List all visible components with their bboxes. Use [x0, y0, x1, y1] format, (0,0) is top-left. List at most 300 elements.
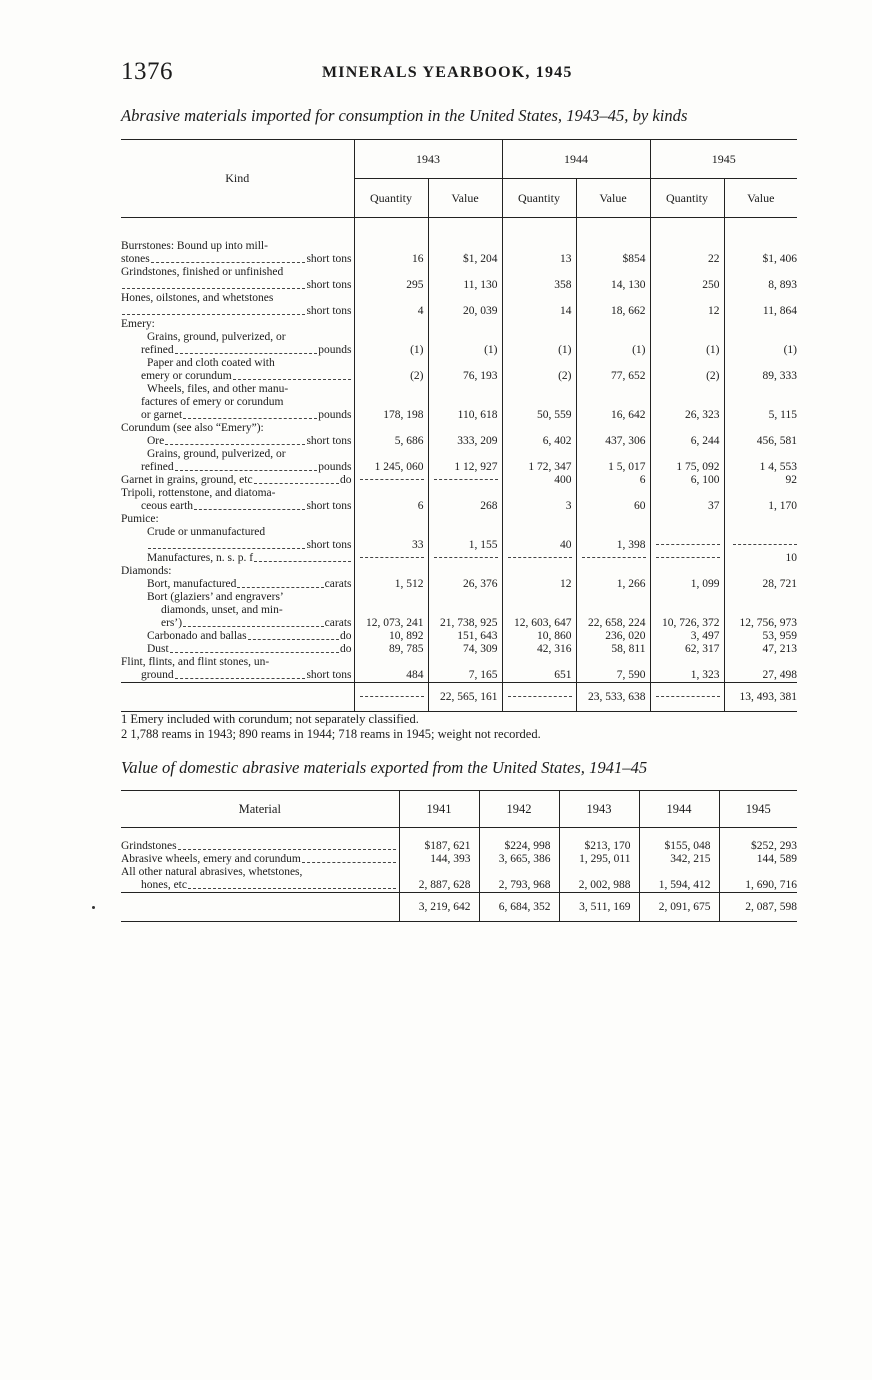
- cell-value: 27, 498: [762, 669, 797, 681]
- dot-leader: [170, 643, 339, 653]
- exports-table-caption: Value of domestic abrasive materials exported from the United States, 1941–45: [121, 758, 648, 777]
- cell-value: 358: [554, 279, 572, 291]
- row-label-line: [121, 448, 352, 461]
- cell-value: 12, 603, 647: [514, 617, 572, 629]
- cell-value: 144, 393: [430, 853, 471, 865]
- row-label-text: Pumice:: [121, 513, 159, 525]
- cell-value: 7, 165: [468, 669, 498, 681]
- table-cell: [576, 422, 650, 448]
- table-cell: [724, 292, 797, 318]
- table-cell: [502, 240, 576, 266]
- cell-value: 60: [634, 500, 646, 512]
- cell-value: 6, 100: [690, 474, 720, 486]
- row-label: [121, 240, 354, 266]
- table-cell: [724, 266, 797, 292]
- cell-value: 6, 684, 352: [498, 900, 551, 913]
- dash-leader: [656, 557, 720, 558]
- cell-value: 250: [702, 279, 720, 291]
- table-cell: [354, 292, 428, 318]
- cell-value: 18, 662: [611, 305, 646, 317]
- running-title: MINERALS YEARBOOK, 1945: [322, 64, 573, 81]
- table-cell: [639, 893, 719, 922]
- table-cell: [428, 656, 502, 683]
- table-cell: [650, 630, 724, 643]
- table-cell: [724, 565, 797, 591]
- cell-value: 13, 493, 381: [739, 690, 797, 703]
- cell-value: 3: [565, 500, 572, 512]
- cell-value: 437, 306: [605, 435, 646, 447]
- cell-value: 22, 565, 161: [440, 690, 498, 703]
- table-cell: [502, 656, 576, 683]
- dot-leader: [165, 435, 305, 445]
- table-cell: [479, 853, 559, 866]
- row-label-text: stones: [121, 253, 150, 265]
- cell-value: 400: [554, 474, 572, 486]
- row-unit: short tons: [306, 539, 352, 551]
- table-cell: [719, 866, 797, 893]
- cell-value: 6: [417, 500, 424, 512]
- row-label-text: ceous earth: [141, 500, 194, 512]
- cell-value: 89, 785: [389, 643, 424, 655]
- row-unit: short tons: [306, 435, 352, 447]
- quantity-header: Quantity: [502, 179, 576, 218]
- table-cell: [724, 683, 797, 712]
- cell-value: 1 4, 553: [759, 461, 797, 473]
- table-row: [121, 422, 797, 448]
- table-cell: [576, 643, 650, 656]
- cell-value: 20, 039: [463, 305, 498, 317]
- imports-table-caption: Abrasive materials imported for consumption in the United States, 1943–45, by kinds: [121, 106, 688, 125]
- table-cell: [576, 513, 650, 552]
- row-label: [121, 630, 354, 643]
- cell-value: 53, 959: [762, 630, 797, 642]
- table-cell: [650, 318, 724, 357]
- cell-value: 1, 690, 716: [745, 879, 797, 891]
- dash-leader: [656, 696, 720, 697]
- row-label-text: hones, etc: [141, 879, 187, 891]
- cell-value: 6, 244: [690, 435, 720, 447]
- table-cell: [650, 240, 724, 266]
- row-label-line: [121, 266, 352, 279]
- table-cell: [650, 292, 724, 318]
- row-label-line: [121, 526, 352, 539]
- table-cell: [576, 240, 650, 266]
- row-label-text: emery or corundum: [141, 370, 232, 382]
- row-label-text: Garnet in grains, ground, etc: [121, 474, 253, 486]
- cell-value: 5, 115: [768, 409, 797, 421]
- cell-value: $224, 998: [504, 840, 551, 852]
- cell-value: 151, 643: [457, 630, 498, 642]
- table-cell: [502, 487, 576, 513]
- table-cell: [502, 383, 576, 422]
- table-cell: [354, 643, 428, 656]
- cell-value: 1, 398: [616, 539, 646, 551]
- row-label-text: refined: [141, 344, 174, 356]
- cell-value: 2, 091, 675: [658, 900, 711, 913]
- dot-leader: [151, 253, 306, 263]
- row-label-text: Crude or unmanufactured: [147, 526, 266, 538]
- table-cell: [502, 683, 576, 712]
- table-cell: [576, 630, 650, 643]
- table-cell: [354, 513, 428, 552]
- table-cell: [354, 357, 428, 383]
- row-label-line: [121, 617, 352, 630]
- row-label-line: [121, 331, 352, 344]
- table-cell: [428, 318, 502, 357]
- table-cell: [354, 474, 428, 487]
- table-cell: [576, 552, 650, 565]
- table-cell: [502, 292, 576, 318]
- table-cell: [354, 448, 428, 474]
- cell-value: 13: [560, 253, 572, 265]
- table-row: [121, 357, 797, 383]
- cell-value: 3, 497: [690, 630, 720, 642]
- row-label-line: [121, 279, 352, 292]
- table-cell: [724, 656, 797, 683]
- row-label: [121, 292, 354, 318]
- cell-value: (2): [410, 370, 424, 382]
- row-label: [121, 513, 354, 552]
- row-label-line: [121, 591, 352, 604]
- cell-value: 26, 323: [685, 409, 720, 421]
- table-cell: [639, 866, 719, 893]
- totals-label: [121, 683, 354, 712]
- dot-leader: [175, 669, 306, 679]
- table-cell: [724, 422, 797, 448]
- cell-value: 8, 893: [768, 279, 797, 291]
- row-label: [121, 853, 399, 866]
- cell-value: $213, 170: [584, 840, 631, 852]
- cell-value: 1, 170: [768, 500, 797, 512]
- table-cell: [428, 552, 502, 565]
- dot-leader: [237, 578, 323, 588]
- row-unit: short tons: [306, 253, 352, 265]
- row-unit: short tons: [306, 279, 352, 291]
- row-label-text: Carbonado and ballas: [147, 630, 247, 642]
- cell-value: 7, 590: [616, 669, 646, 681]
- cell-value: 16: [412, 253, 424, 265]
- row-label-text: ground: [141, 669, 174, 681]
- table-cell: [576, 656, 650, 683]
- row-label: [121, 565, 354, 591]
- row-label: [121, 866, 399, 893]
- table-row: [121, 565, 797, 591]
- dash-leader: [434, 557, 498, 558]
- cell-value: 1, 099: [690, 578, 720, 590]
- table-cell: [354, 630, 428, 643]
- row-label-text: Manufactures, n. s. p. f: [147, 552, 254, 564]
- dash-leader: [733, 544, 797, 545]
- table-cell: [576, 474, 650, 487]
- table-row: [121, 487, 797, 513]
- table-cell: [650, 513, 724, 552]
- table-cell: [502, 565, 576, 591]
- cell-value: 2, 793, 968: [498, 879, 551, 891]
- dot-leader: [233, 370, 351, 380]
- quantity-header: Quantity: [354, 179, 428, 218]
- cell-value: 22, 658, 224: [588, 617, 646, 629]
- table-cell: [724, 383, 797, 422]
- table-cell: [428, 240, 502, 266]
- cell-value: 37: [708, 500, 720, 512]
- cell-value: 42, 316: [537, 643, 572, 655]
- cell-value: $1, 204: [463, 253, 498, 265]
- cell-value: 295: [406, 279, 424, 291]
- row-label-text: ers’): [161, 617, 183, 629]
- cell-value: 23, 533, 638: [588, 690, 646, 703]
- cell-value: 1 5, 017: [608, 461, 646, 473]
- table-cell: [576, 683, 650, 712]
- cell-value: 333, 209: [457, 435, 498, 447]
- cell-value: 50, 559: [537, 409, 572, 421]
- row-label-text: or garnet: [141, 409, 183, 421]
- dot-leader: [183, 617, 324, 627]
- cell-value: 1 12, 927: [454, 461, 498, 473]
- row-label-text: Wheels, files, and other manu-: [147, 383, 289, 395]
- table-cell: [428, 513, 502, 552]
- table-cell: [724, 474, 797, 487]
- cell-value: (1): [484, 344, 498, 356]
- table-cell: [428, 448, 502, 474]
- cell-value: 92: [785, 474, 797, 486]
- cell-value: 1, 323: [690, 669, 720, 681]
- table-cell: [354, 266, 428, 292]
- table-cell: [576, 487, 650, 513]
- table-cell: [479, 866, 559, 893]
- row-label-text: Grindstones: [121, 840, 177, 852]
- table-cell: [428, 643, 502, 656]
- row-label-text: diamonds, unset, and min-: [161, 604, 283, 616]
- value-header: Value: [428, 179, 502, 218]
- table-cell: [724, 643, 797, 656]
- table-cell: [428, 630, 502, 643]
- row-label-line: [121, 539, 352, 552]
- row-label: [121, 487, 354, 513]
- cell-value: 33: [412, 539, 424, 551]
- dot-leader: [254, 474, 339, 484]
- year-header-1942: 1942: [479, 791, 559, 828]
- cell-value: (1): [558, 344, 572, 356]
- table-cell: [428, 591, 502, 630]
- cell-value: (1): [783, 344, 797, 356]
- row-label-text: Dust: [147, 643, 169, 655]
- row-label: [121, 474, 354, 487]
- table-cell: [650, 383, 724, 422]
- table-cell: [650, 448, 724, 474]
- dash-leader: [582, 557, 646, 558]
- dot-leader: [178, 840, 396, 850]
- cell-value: 10: [785, 552, 797, 564]
- table-cell: [650, 266, 724, 292]
- table-cell: [502, 474, 576, 487]
- table-cell: [639, 853, 719, 866]
- row-unit: do: [340, 474, 352, 486]
- table-cell: [428, 357, 502, 383]
- cell-value: 6: [639, 474, 646, 486]
- row-label-line: [121, 357, 352, 370]
- dash-leader: [508, 557, 572, 558]
- cell-value: $187, 621: [424, 840, 471, 852]
- table-cell: [576, 318, 650, 357]
- table-cell: [650, 552, 724, 565]
- cell-value: 47, 213: [762, 643, 797, 655]
- table-cell: [354, 422, 428, 448]
- cell-value: 14: [560, 305, 572, 317]
- cell-value: 1, 512: [394, 578, 424, 590]
- row-label-line: [121, 422, 352, 435]
- cell-value: 16, 642: [611, 409, 646, 421]
- footnotes: [121, 712, 541, 742]
- table-cell: [724, 591, 797, 630]
- row-label-line: [121, 500, 352, 513]
- row-label-text: Corundum (see also “Emery”):: [121, 422, 264, 434]
- row-label-line: [121, 879, 397, 892]
- cell-value: 5, 686: [394, 435, 424, 447]
- table-cell: [428, 683, 502, 712]
- cell-value: 3, 665, 386: [498, 853, 551, 865]
- row-label-line: [121, 840, 397, 853]
- year-header-1944: 1944: [502, 140, 650, 179]
- cell-value: 110, 618: [457, 409, 498, 421]
- dash-leader: [434, 479, 498, 480]
- table-row: [121, 240, 797, 266]
- table-row: [121, 513, 797, 552]
- year-header-1944: 1944: [639, 791, 719, 828]
- print-speck: [92, 906, 95, 909]
- row-label-text: Emery:: [121, 318, 155, 330]
- table-cell: [502, 630, 576, 643]
- exports-table: [121, 790, 797, 922]
- table-cell: [399, 866, 479, 893]
- table-cell: [502, 513, 576, 552]
- table-cell: [650, 474, 724, 487]
- table-cell: [724, 552, 797, 565]
- table-cell: [502, 591, 576, 630]
- row-label-text: Grindstones, finished or unfinished: [121, 266, 284, 278]
- row-label-line: [121, 643, 352, 656]
- row-label-line: [121, 513, 352, 526]
- dot-leader: [194, 500, 305, 510]
- table-cell: [650, 591, 724, 630]
- dot-leader: [175, 344, 318, 354]
- row-label-text: Hones, oilstones, and whetstones: [121, 292, 274, 304]
- table-cell: [354, 591, 428, 630]
- table-cell: [650, 487, 724, 513]
- dash-leader: [360, 696, 424, 697]
- cell-value: 651: [554, 669, 572, 681]
- table-cell: [576, 565, 650, 591]
- table-cell: [559, 893, 639, 922]
- row-label-line: [121, 565, 352, 578]
- row-label-line: [121, 474, 352, 487]
- value-header: Value: [576, 179, 650, 218]
- row-label: [121, 422, 354, 448]
- totals-row: [121, 683, 797, 712]
- row-label-line: [121, 552, 352, 565]
- table-cell: [399, 840, 479, 853]
- table-cell: [354, 683, 428, 712]
- cell-value: 10, 726, 372: [662, 617, 720, 629]
- table-cell: [428, 487, 502, 513]
- table-cell: [502, 448, 576, 474]
- row-label-line: [121, 383, 352, 396]
- row-label-line: [121, 630, 352, 643]
- table-cell: [724, 448, 797, 474]
- dot-leader: [302, 853, 396, 863]
- table-cell: [576, 357, 650, 383]
- cell-value: 1 245, 060: [374, 461, 424, 473]
- table-cell: [502, 422, 576, 448]
- row-label-text: Abrasive wheels, emery and corundum: [121, 853, 301, 865]
- dot-leader: [183, 409, 317, 419]
- cell-value: 26, 376: [463, 578, 498, 590]
- table-cell: [724, 357, 797, 383]
- row-label-text: refined: [141, 461, 174, 473]
- table-row: [121, 448, 797, 474]
- row-label: [121, 591, 354, 630]
- dash-leader: [508, 696, 572, 697]
- cell-value: 12, 073, 241: [366, 617, 424, 629]
- cell-value: 1 72, 347: [528, 461, 572, 473]
- row-label-text: Bort (glaziers’ and engravers’: [147, 591, 284, 603]
- cell-value: 76, 193: [463, 370, 498, 382]
- row-label-line: [121, 370, 352, 383]
- cell-value: 484: [406, 669, 424, 681]
- cell-value: $252, 293: [751, 840, 797, 852]
- row-label-line: [121, 866, 397, 879]
- row-label: [121, 357, 354, 383]
- row-label-text: All other natural abrasives, whetstones,: [121, 866, 303, 878]
- row-label-line: [121, 409, 352, 422]
- cell-value: 28, 721: [762, 578, 797, 590]
- table-cell: [650, 643, 724, 656]
- dot-leader: [148, 539, 305, 549]
- row-label: [121, 552, 354, 565]
- row-label: [121, 840, 399, 853]
- table-cell: [724, 630, 797, 643]
- table-cell: [502, 643, 576, 656]
- dash-leader: [360, 479, 424, 480]
- dot-leader: [248, 630, 339, 640]
- table-cell: [650, 656, 724, 683]
- table-cell: [576, 266, 650, 292]
- dot-leader: [254, 552, 350, 562]
- row-label-text: Ore: [147, 435, 165, 447]
- row-unit: short tons: [306, 500, 352, 512]
- cell-value: $854: [622, 253, 646, 265]
- cell-value: 11, 130: [463, 279, 498, 291]
- imports-table: [121, 139, 797, 712]
- table-cell: [639, 840, 719, 853]
- table-cell: [428, 292, 502, 318]
- row-label-text: Tripoli, rottenstone, and diatoma-: [121, 487, 276, 499]
- table-cell: [724, 513, 797, 552]
- cell-value: 1 75, 092: [676, 461, 720, 473]
- table-cell: [650, 357, 724, 383]
- cell-value: 40: [560, 539, 572, 551]
- table-cell: [650, 565, 724, 591]
- table-row: [121, 292, 797, 318]
- cell-value: 89, 333: [762, 370, 797, 382]
- row-label-line: [121, 344, 352, 357]
- table-row: [121, 474, 797, 487]
- table-row: [121, 591, 797, 630]
- table-cell: [559, 840, 639, 853]
- cell-value: 21, 738, 925: [440, 617, 498, 629]
- table-cell: [502, 552, 576, 565]
- row-label-text: Burrstones: Bound up into mill-: [121, 240, 268, 252]
- row-label-line: [121, 461, 352, 474]
